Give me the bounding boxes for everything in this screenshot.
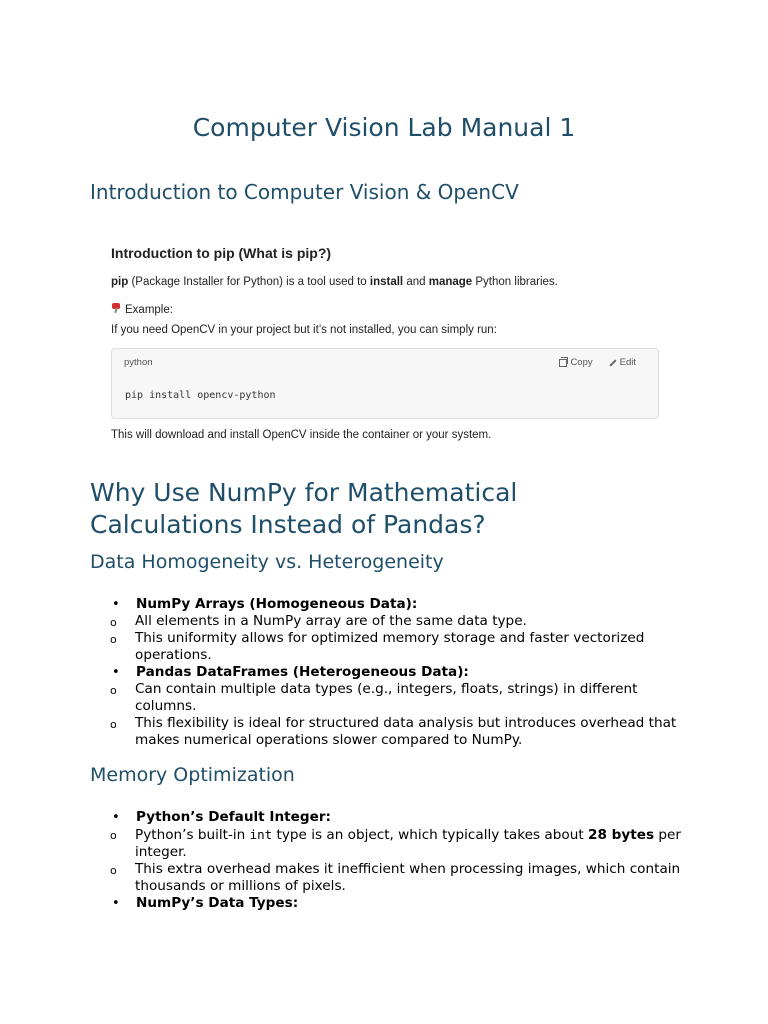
edit-icon [609,359,616,366]
bullet-icon: • [112,597,120,612]
pip-screenshot [110,240,662,455]
homogeneity-list [90,596,690,749]
sub-list-text: This extra overhead makes it inefficient when processing images, which contain thousands or millions of pixels. [135,861,681,894]
bold-value: 28 bytes [587,827,655,843]
code-text: pip install opencv-python [125,390,276,401]
sub-list-text: type is an object, which typically takes about [276,827,584,843]
pip-description [111,276,558,288]
circle-bullet-icon: o [110,829,117,842]
list-item [90,596,690,613]
pip-word: pip [111,276,129,288]
sub-list-text: All elements in a NumPy array are of the same data type. [135,613,527,629]
pip-title: Introduction to pip (What is pip?) [111,245,332,261]
sub-list-item [44,826,690,861]
code-block [111,348,659,419]
sub-list-item [44,861,690,895]
copy-icon [559,359,567,367]
pip-desc-a: (Package Installer for Python) is a tool used to [131,276,367,288]
list-item-label: NumPy Arrays (Homogeneous Data): [136,596,418,612]
pip-and-word: and [406,276,426,288]
sub-list-text: This uniformity allows for optimized memory storage and faster vectorized operations. [135,630,645,663]
circle-bullet-icon: o [110,864,117,877]
sub-list-item [44,613,690,630]
edit-label: Edit [619,357,636,368]
circle-bullet-icon: o [110,684,117,697]
list-item-label: NumPy’s Data Types: [136,895,299,911]
sub-list-item [44,715,690,749]
list-item-label: Python’s Default Integer: [136,809,331,825]
sub-list-text: Can contain multiple data types (e.g., integers, floats, strings) in different columns. [135,681,638,714]
circle-bullet-icon: o [110,616,117,629]
edit-button[interactable] [609,357,636,368]
opencv-instruction: If you need OpenCV in your project but it’s not installed, you can simply run: [111,324,497,336]
homogeneity-heading: Data Homogeneity vs. Heterogeneity [90,551,444,573]
bullet-icon: • [112,896,120,911]
list-item [90,809,690,826]
inline-code: int [249,827,273,842]
circle-bullet-icon: o [110,633,117,646]
sub-list-item [44,630,690,664]
example-line [111,303,173,316]
code-actions [559,357,636,368]
copy-label: Copy [570,357,593,368]
sub-list-text: This flexibility is ideal for structured data analysis but introduces overhead that makes numerical operations slower compared to NumPy. [135,715,677,748]
memory-list [90,809,690,912]
list-item [90,664,690,681]
pip-desc-b: Python libraries. [475,276,558,288]
bullet-icon: • [112,665,120,680]
bullet-icon: • [112,810,120,825]
pushpin-icon [111,303,121,313]
intro-heading: Introduction to Computer Vision & OpenCV [90,180,519,204]
page-title: Computer Vision Lab Manual 1 [192,113,576,142]
pip-install-word: install [369,276,404,288]
code-language: python [124,357,153,368]
sub-list-text: per integer. [135,827,681,860]
pip-manage-word: manage [428,276,473,288]
download-note: This will download and install OpenCV inside the container or your system. [111,429,492,441]
why-numpy-heading: Why Use NumPy for Mathematical Calculations Instead of Pandas? [90,478,518,539]
memory-heading: Memory Optimization [90,764,295,786]
list-item-label: Pandas DataFrames (Heterogeneous Data): [136,664,469,680]
list-item [90,895,690,912]
example-label: Example: [125,304,173,316]
sub-list-text: Python’s built-in [135,827,246,843]
copy-button[interactable] [559,357,592,368]
circle-bullet-icon: o [110,718,117,731]
sub-list-item [44,681,690,715]
